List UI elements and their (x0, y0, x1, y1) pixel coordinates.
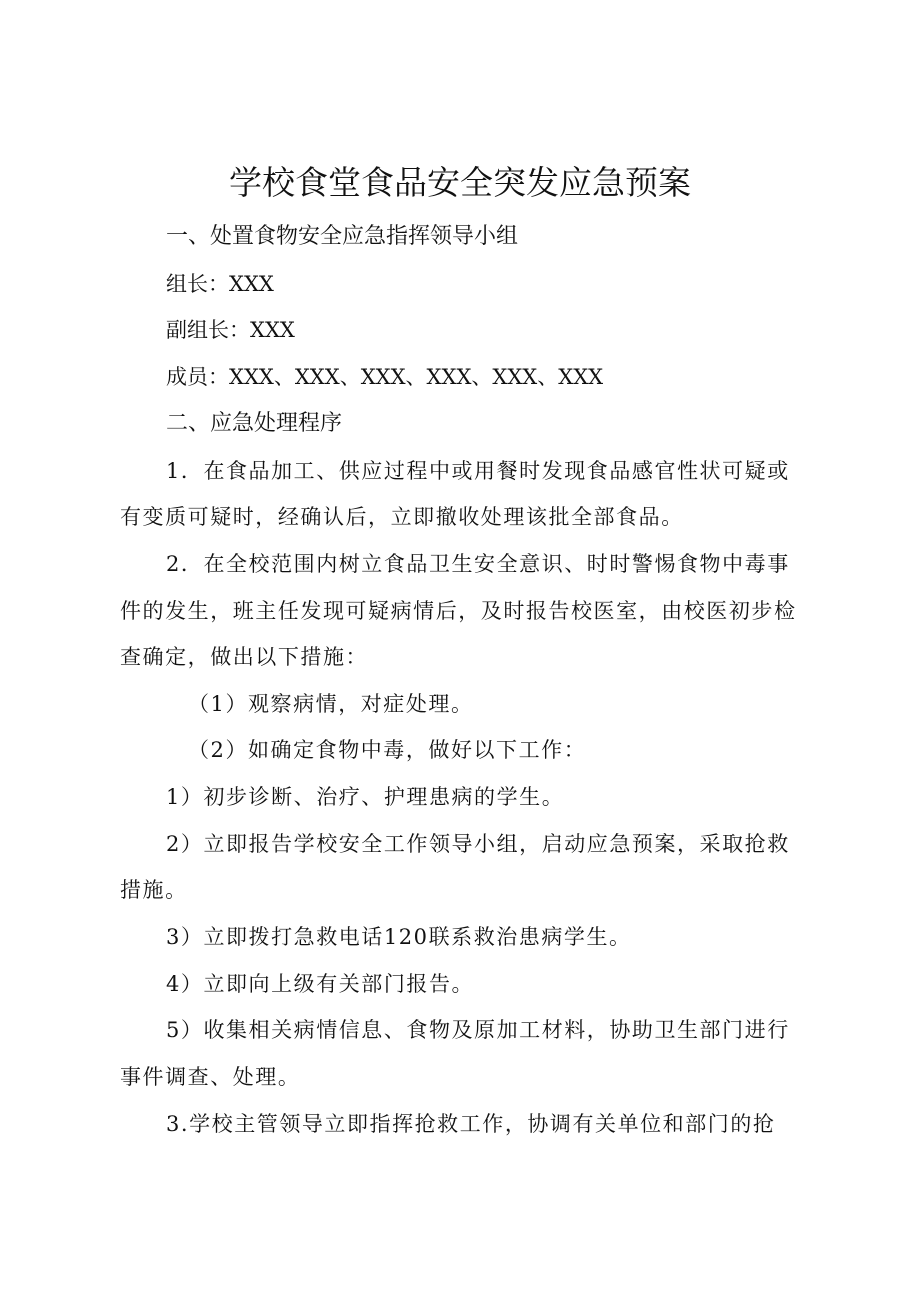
section-2-heading: 二、应急处理程序 (166, 411, 343, 436)
group-deputy: 副组长：XXX (166, 318, 295, 342)
measure-1: （1）观察病情，对症处理。 (188, 692, 474, 716)
paragraph-1-line-1: 1．在食品加工、供应过程中或用餐时发现食品感官性状可疑或 (166, 459, 790, 483)
work-item-5-line-1: 5）收集相关病情信息、食物及原加工材料，协助卫生部门进行 (166, 1018, 790, 1042)
paragraph-2-line-3: 查确定，做出以下措施： (120, 645, 369, 669)
group-leader: 组长：XXX (166, 272, 274, 296)
paragraph-2-line-1: 2．在全校范围内树立食品卫生安全意识、时时警惕食物中毒事 (166, 552, 790, 576)
group-members: 成员：XXX、XXX、XXX、XXX、XXX、XXX (166, 365, 604, 389)
document-title: 学校食堂食品安全突发应急预案 (229, 163, 691, 202)
section-1-heading: 一、处置食物安全应急指挥领导小组 (166, 224, 519, 249)
work-item-5-line-2: 事件调查、处理。 (120, 1065, 301, 1089)
paragraph-1-line-2: 有变质可疑时，经确认后，立即撤收处理该批全部食品。 (120, 505, 684, 529)
work-item-3: 3）立即拨打急救电话120联系救治患病学生。 (166, 925, 632, 949)
paragraph-2-line-2: 件的发生，班主任发现可疑病情后，及时报告校医室，由校医初步检 (120, 599, 797, 623)
work-item-4: 4）立即向上级有关部门报告。 (166, 972, 475, 996)
work-item-2-line-1: 2）立即报告学校安全工作领导小组，启动应急预案，采取抢救 (166, 832, 790, 856)
measure-2: （2）如确定食物中毒，做好以下工作： (188, 738, 587, 762)
work-item-1: 1）初步诊断、治疗、护理患病的学生。 (166, 785, 565, 809)
work-item-2-line-2: 措施。 (120, 878, 188, 902)
paragraph-3-line-1: 3.学校主管领导立即指挥抢救工作，协调有关单位和部门的抢 (166, 1112, 776, 1136)
